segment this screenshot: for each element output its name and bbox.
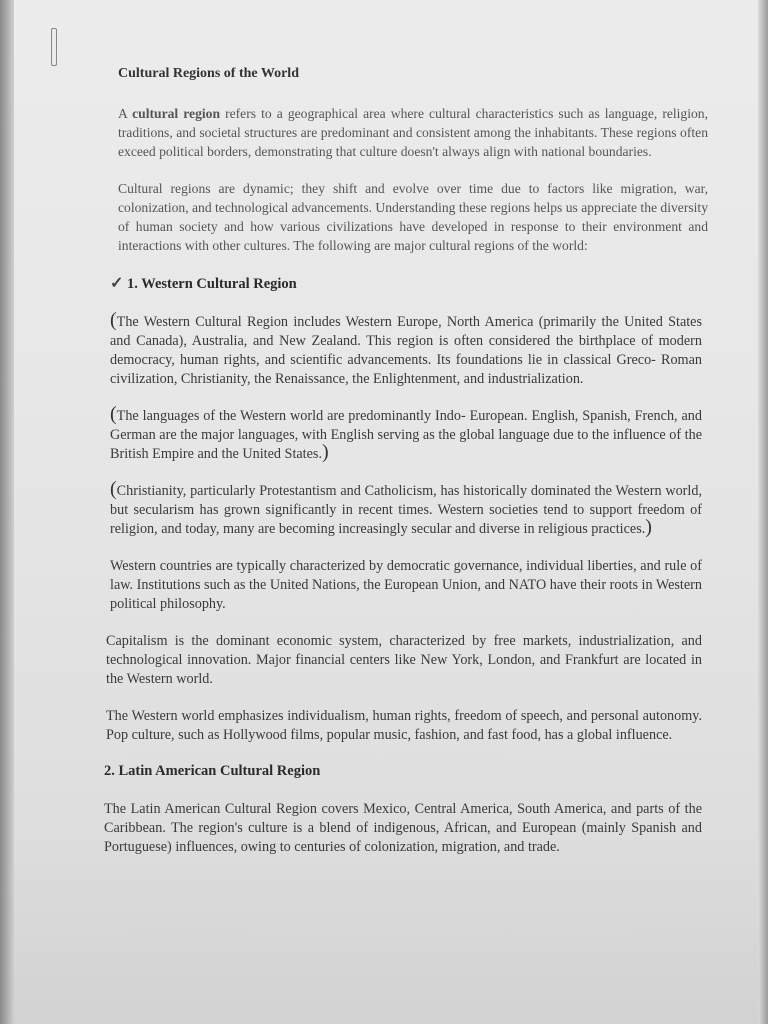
intro-lead: A [118, 106, 133, 121]
handwritten-close-bracket: ) [322, 441, 329, 463]
western-paragraph-6: The Western world emphasizes individualism, human rights, freedom of speech, and personal autonomy. Pop culture, such as Hollywood films, popular music, fashion, and fast food, has a global influence. [106, 708, 702, 743]
intro-paragraph-1 [118, 104, 708, 161]
western-paragraph-5: Capitalism is the dominant economic system, characterized by free markets, industrialization, and technological innovation. Major financial centers like New York, London, and Frankfurt are located in the Western world. [106, 633, 702, 687]
handwritten-open-bracket: ( [110, 478, 117, 500]
western-paragraph-1 [110, 309, 702, 389]
page-edge-shadow-left [0, 0, 14, 1024]
western-paragraph-2-text: The languages of the Western world are predominantly Indo- European. English, Spanish, French, and German are the major languages, with English serving as the global language due to the influence of the British Empire and the United States. [110, 408, 702, 462]
intro-paragraph-2: Cultural regions are dynamic; they shift and evolve over time due to factors like migration, war, colonization, and technological advancements. Understanding these regions helps us appreciate the diversity of human society and how various civilizations have developed in response to their environment and interactions with other cultures. The following are major cultural regions of the world: [118, 181, 709, 253]
western-paragraph-1-text: The Western Cultural Region includes Western Europe, North America (primarily the United States and Canada), Australia, and New Zealand. This region is often considered the birthplace of modern democracy, human rights, and scientific advancements. Its foundations lie in classical Greco- Roman civilization, Christianity, the Renaissance, the Enlightenment, and industrialization. [110, 314, 702, 387]
section-heading-latin-america: 2. Latin American Cultural Region [104, 763, 321, 779]
staple-mark [51, 28, 57, 66]
intro-rest: refers to a geographical area where cultural characteristics such as language, religion, traditions, and societal structures are predominant and consistent among the inhabitants. These regions often exceed political borders, demonstrating that culture doesn't always align with national boundaries. [118, 106, 709, 159]
section-heading-western [110, 273, 702, 293]
western-paragraph-4: Western countries are typically characterized by democratic governance, individual liberties, and rule of law. Institutions such as the United Nations, the European Union, and NATO have their roots in Western political philosophy. [110, 558, 702, 612]
western-paragraph-2 [110, 403, 702, 464]
term-cultural-region: cultural region [132, 106, 221, 121]
latin-paragraph-1: The Latin American Cultural Region covers Mexico, Central America, South America, and parts of the Caribbean. The region's culture is a blend of indigenous, African, and European (mainly Spanish and Portuguese) influences, owing to centuries of colonization, migration, and trade. [104, 801, 702, 855]
page-edge-shadow-right [758, 0, 768, 1024]
handwritten-close-bracket: ) [645, 516, 652, 538]
document-content [104, 66, 709, 875]
handwritten-check-mark: ✓ [110, 275, 124, 292]
document-title: Cultural Regions of the World [118, 66, 299, 81]
western-paragraph-3 [110, 478, 702, 539]
western-heading-text: 1. Western Cultural Region [127, 276, 297, 292]
western-paragraph-3-text: Christianity, particularly Protestantism and Catholicism, has historically dominated the Western world, but secularism has grown significantly in recent times. Western societies tend to support freedom of religion, and today, many are becoming increasingly secular and diverse in religious practices. [110, 483, 702, 537]
handwritten-open-bracket: ( [110, 309, 117, 331]
handwritten-open-bracket: ( [110, 403, 117, 425]
